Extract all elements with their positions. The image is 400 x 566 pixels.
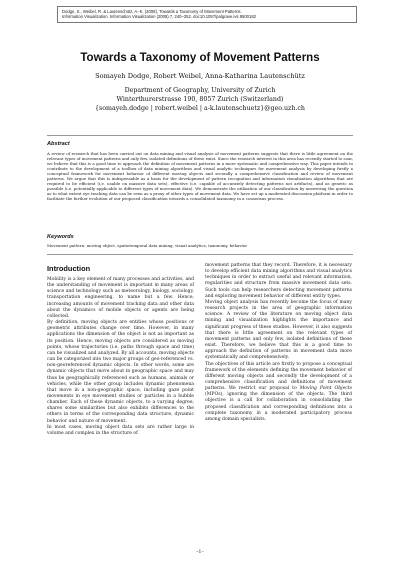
page-number: –1– <box>196 550 204 555</box>
text-run: The objectives of this article are firstly to propose a conceptual framework of the elements defining the movement behavior of different moving objects and secondly the development of a comprehensive classification and definitions of movement patterns. We restrict our proposal to <box>205 361 352 392</box>
paragraph: Moving object analysis has recently become the focus of many research projects in the area of geographic information science. A review of the literature on moving object data mining and visualization highlights the importance and significant progress of these studies. However, it also suggests that there is little agreement on the relevant types of movement patterns and only few, isolated definitions of these exist. Therefore, we believe that this is a good time to approach the definition of patterns in movement data more systematically and comprehensively. <box>205 299 352 361</box>
paragraph: movement patterns that they record. Therefore, it is necessary to develop efficient data mining algorithms and visual analytics techniques in order to extract useful and relevant information, regularities and structure from massive movement data sets. Such tools can help researchers detecting movement patterns and exploring movement behavior of different entity types. <box>205 263 352 299</box>
citation-line-2: Information Visualization. Information Visualization (2008) 7, 240–252. doi:10.1057/palgrave.ivs.9500182 <box>62 14 256 20</box>
emphasis-term: Moving Point Objects <box>299 386 352 392</box>
paper-title: Towards a Taxonomy of Movement Patterns <box>80 52 320 64</box>
paragraph: By definition, moving objects are entities whose positions or geometric attributes change over time. However, in many applications the dimension of the object is not as important as its position. Hence, moving objects are considered as moving points, whose trajectories (i.e. paths through space and time) can be visualized and analyzed. By all accounts, moving objects can be categorized into two major groups of geo-referenced vs. non-georeferenced dynamic objects. In other words, some are dynamic objects that move about in geographic space and may thus be geographically referenced such as humans, animals or vehicles, while the other group includes dynamic phenomena that move in a non-geographic space, including gaze point movements in eye movement studies or particles in a bubble chamber. Each of these dynamic objects, to a varying degree, shares some similarities but also exhibits differences to the others in terms of the corresponding data structure, dynamic behavior and nature of movement. <box>47 320 194 424</box>
affiliation <box>0 86 400 114</box>
paragraph: In most cases, moving object data sets are rather large in volume and complex in the structure of <box>47 424 194 436</box>
keywords-body: Movement pattern, moving object, spatiotemporal data mining, visual analytics, taxonomy, behavior <box>47 243 248 248</box>
right-column <box>205 263 352 423</box>
citation-box <box>57 6 357 23</box>
divider-top <box>47 135 353 136</box>
affiliation-address: Winterthurerstrasse 190, 8057 Zurich (Switzerland) <box>116 96 284 104</box>
abstract-heading: Abstract <box>47 141 70 147</box>
citation-line-1: Dodge, S., Weibel, R. & Lautenschütz, A.-K. (2008). Towards a Taxonomy of Movement Patterns. <box>62 9 242 14</box>
keywords-heading: Keywords <box>47 234 74 240</box>
abstract-body: A review of research that has been carried out on data mining and visual analysis of movement patterns suggests that there is little agreement on the relevant types of movement patterns and only few, isolated definitions of these exist. Since the research interest in this area has recently started to soar, we believe that this is a good time to approach the definition of movement patterns in a more systematic and comprehensive way. This paper intends to contribute to the development of a toolbox of data mining algorithms and visual analytic techniques for movement analysis by developing firstly a conceptual framework for movement behavior of different moving objects and secondly a comprehensive classification and review of movement patterns. We argue that this is indispensable as a basis for the development of pattern recognition and information visualization algorithms that are required to be efficient (i.e. usable on massive data sets), effective (i.e. capable of accurately detecting patterns not artifacts), and as generic as possible (i.e. potentially applicable to different types of movement data). We demonstrate the utilization of our classification by answering the question as to what extent eye tracking data can be seen as a proxy of other types of movement data. We have set up a moderated discussion platform in order to facilitate the further evolution of our proposed classification towards a consolidated taxonomy in a consensus process. <box>47 151 353 202</box>
affiliation-department: Department of Geography, University of Zurich <box>124 87 276 94</box>
paragraph <box>205 362 352 424</box>
paragraph: Mobility is a key element of many processes and activities, and the understanding of movement is important in many areas of science and technology such as meteorology, biology, sociology, transportation engineering, to name but a few. Hence, increasing amounts of movement tracking data and other data about the dynamics of mobile objects or agents are being collected. <box>47 277 194 319</box>
divider-bottom <box>47 254 353 255</box>
affiliation-emails: {somayeh.dodge | robert.weibel | a-k.lautenschuetz}@geo.uzh.ch <box>95 105 305 113</box>
left-column <box>47 277 194 437</box>
text-run: (MPOs), ignoring the dimension of the objects. The third objective is a call for collaboration in consolidating the proposed classification and corresponding definitions into a complete taxonomy in a moderated participatory process among domain specialists. <box>205 392 352 422</box>
introduction-heading: Introduction <box>47 264 91 273</box>
author-list: Somayeh Dodge, Robert Weibel, Anna-Katharina Lautenschütz <box>95 72 305 80</box>
